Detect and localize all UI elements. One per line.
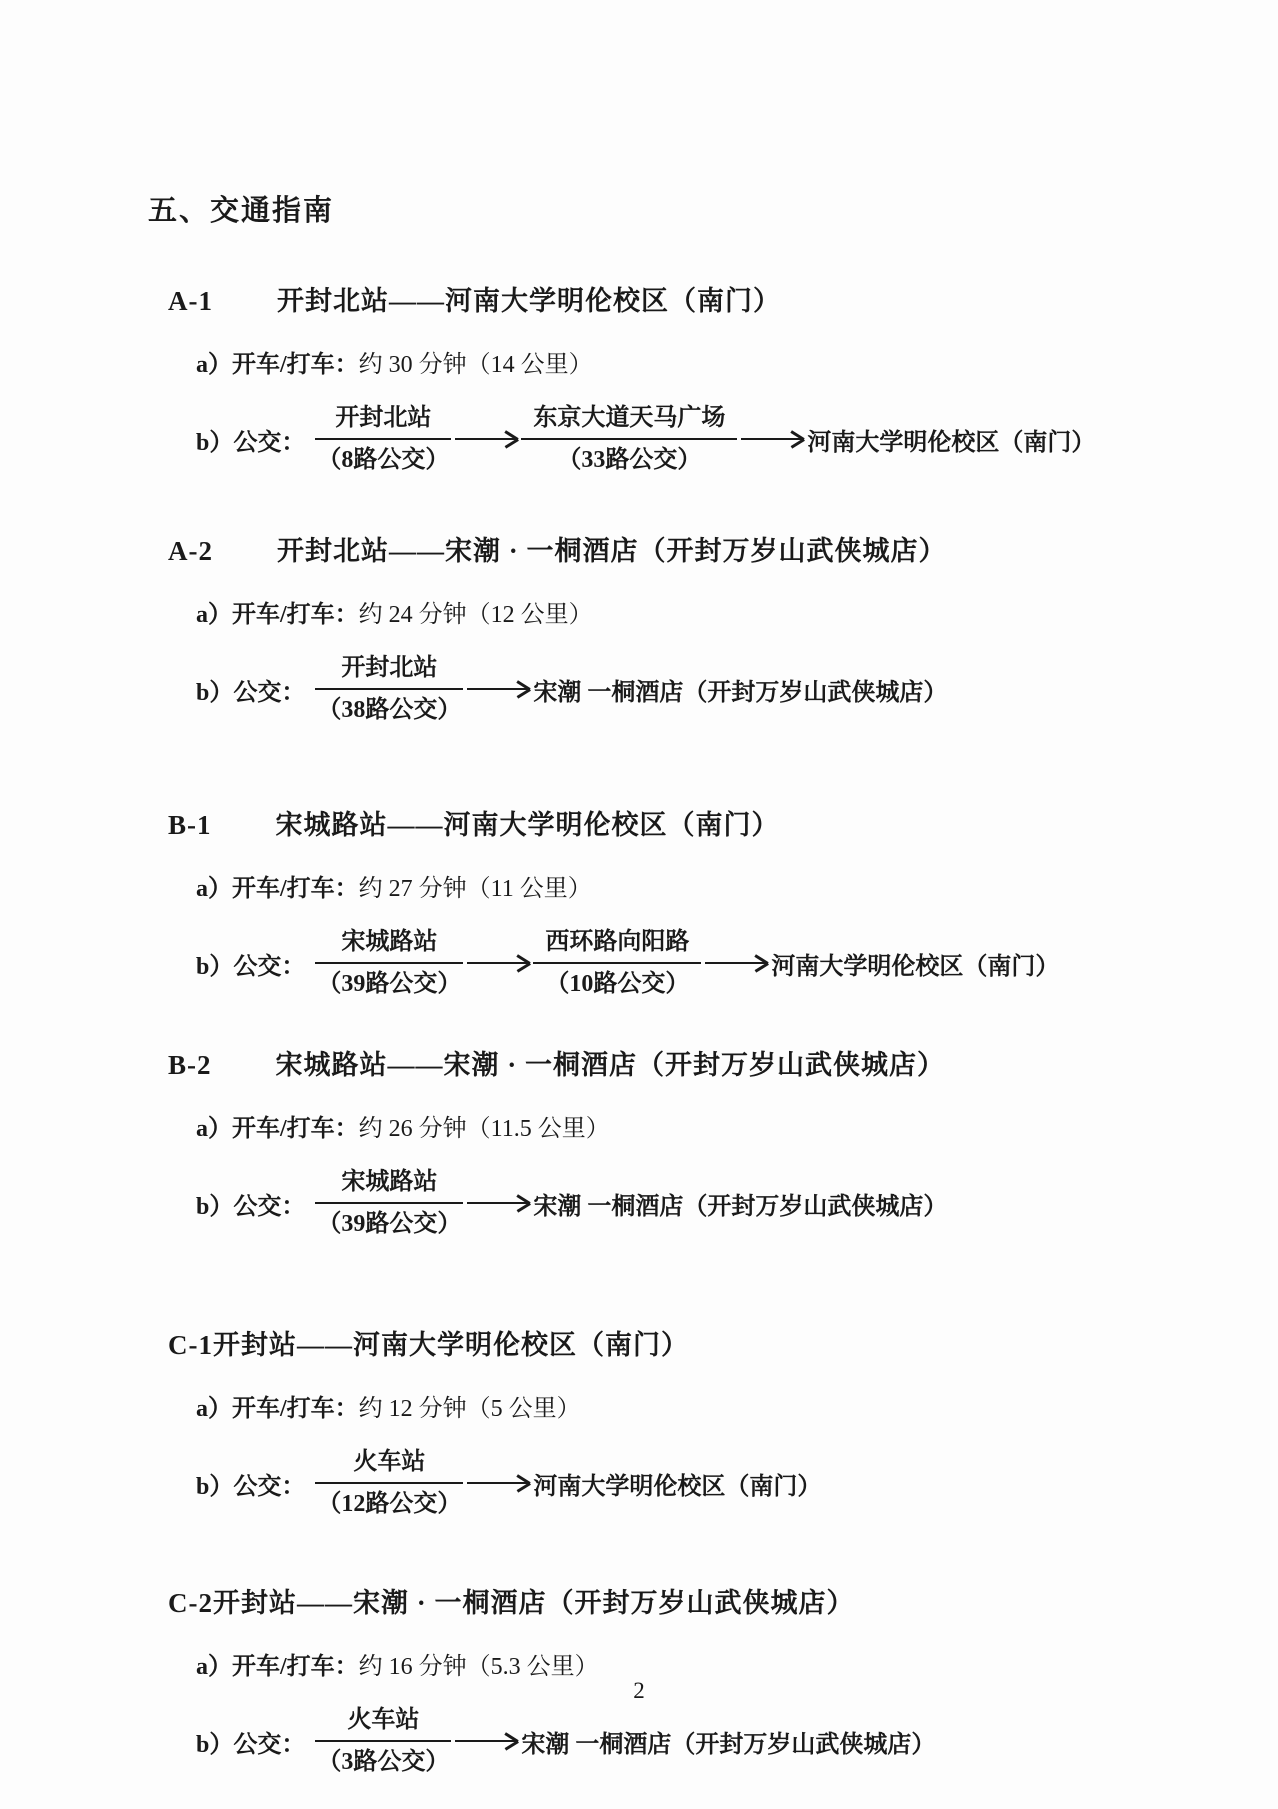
route-bus-line: （10路公交） (545, 971, 690, 997)
drive-label: a）开车/打车： (196, 1116, 359, 1142)
bus-label: b）公交： (196, 1731, 306, 1758)
route-destination: 河南大学明伦校区（南门） (807, 429, 1096, 456)
drive-value: 约 12 分钟（5 公里） (358, 1396, 581, 1422)
section-b1 (168, 803, 1168, 999)
route-bus-line: （39路公交） (317, 971, 462, 997)
section-title: 宋城路站——宋潮 · 一桐酒店（开封万岁山武侠城店） (275, 1050, 946, 1080)
route-leg (315, 653, 463, 725)
right-arrow-icon (467, 688, 529, 691)
drive-label: a）开车/打车： (196, 876, 359, 902)
bus-line (196, 1447, 1168, 1519)
bus-line (196, 1705, 1168, 1777)
bus-line (196, 653, 1168, 725)
drive-line (196, 868, 1168, 903)
route-destination: 宋潮 一桐酒店（开封万岁山武侠城店） (521, 1731, 936, 1758)
section-label: B-1 (168, 810, 212, 840)
drive-value: 约 26 分钟（11.5 公里） (358, 1116, 610, 1142)
section-title: 开封北站——河南大学明伦校区（南门） (277, 286, 781, 316)
section-title: 宋城路站——河南大学明伦校区（南门） (275, 810, 780, 840)
drive-value: 约 24 分钟（12 公里） (358, 602, 593, 628)
right-arrow-icon (467, 1202, 529, 1205)
drive-label: a）开车/打车： (196, 602, 359, 628)
section-label: A-1 (168, 286, 213, 316)
bus-label: b）公交： (196, 1473, 306, 1500)
section-c1 (168, 1323, 1168, 1519)
route-stop: 火车站 (315, 1447, 463, 1484)
right-arrow-icon (705, 962, 767, 965)
route-stop: 火车站 (315, 1705, 451, 1742)
route-leg (315, 403, 451, 475)
bus-label: b）公交： (196, 1193, 306, 1220)
route-stop: 宋城路站 (315, 927, 463, 964)
route-leg (315, 1447, 463, 1519)
section-label: B-2 (168, 1050, 212, 1080)
route-destination: 宋潮 一桐酒店（开封万岁山武侠城店） (533, 1193, 948, 1220)
route-leg (315, 1167, 463, 1239)
section-label: C-2 (168, 1588, 213, 1618)
route-leg (533, 927, 701, 999)
route-stop: 开封北站 (315, 403, 451, 440)
section-heading (168, 279, 1168, 318)
route-bus-line: （3路公交） (317, 1749, 450, 1775)
route-leg (521, 403, 737, 475)
section-label: C-1 (168, 1330, 213, 1360)
bus-label: b）公交： (196, 953, 306, 980)
route-destination: 宋潮 一桐酒店（开封万岁山武侠城店） (533, 679, 948, 706)
right-arrow-icon (467, 1482, 529, 1485)
drive-label: a）开车/打车： (196, 352, 359, 378)
drive-line (196, 594, 1168, 629)
right-arrow-icon (741, 438, 803, 441)
drive-label: a）开车/打车： (196, 1654, 359, 1680)
section-heading (168, 1581, 1168, 1620)
bus-label: b）公交： (196, 679, 306, 706)
drive-label: a）开车/打车： (196, 1396, 359, 1422)
section-heading (168, 803, 1168, 842)
section-heading (168, 1323, 1168, 1362)
section-heading (168, 1043, 1168, 1082)
drive-value: 约 16 分钟（5.3 公里） (358, 1654, 599, 1680)
drive-line (196, 1646, 1168, 1681)
bus-label: b）公交： (196, 429, 306, 456)
drive-line (196, 344, 1168, 379)
right-arrow-icon (467, 962, 529, 965)
section-heading (168, 529, 1168, 568)
drive-value: 约 30 分钟（14 公里） (358, 352, 593, 378)
route-bus-line: （38路公交） (317, 697, 462, 723)
bus-line (196, 403, 1168, 475)
route-bus-line: （33路公交） (557, 447, 702, 473)
route-stop: 西环路向阳路 (533, 927, 701, 964)
page-title: 五、交通指南 (148, 195, 335, 227)
section-label: A-2 (168, 536, 213, 566)
route-destination: 河南大学明伦校区（南门） (771, 953, 1060, 980)
drive-value: 约 27 分钟（11 公里） (358, 876, 592, 902)
right-arrow-icon (455, 438, 517, 441)
route-bus-line: （8路公交） (317, 447, 450, 473)
section-b2 (168, 1043, 1168, 1239)
bus-line (196, 927, 1168, 999)
section-a2 (168, 529, 1168, 725)
section-title: 开封北站——宋潮 · 一桐酒店（开封万岁山武侠城店） (277, 536, 947, 566)
drive-line (196, 1108, 1168, 1143)
right-arrow-icon (455, 1740, 517, 1743)
route-destination: 河南大学明伦校区（南门） (533, 1473, 822, 1500)
section-title: 开封站——河南大学明伦校区（南门） (213, 1330, 689, 1360)
route-bus-line: （39路公交） (317, 1211, 462, 1237)
page-number: 2 (633, 1678, 645, 1703)
route-leg (315, 927, 463, 999)
route-stop: 东京大道天马广场 (521, 403, 737, 440)
section-title: 开封站——宋潮 · 一桐酒店（开封万岁山武侠城店） (213, 1588, 855, 1618)
route-stop: 开封北站 (315, 653, 463, 690)
route-leg (315, 1705, 451, 1777)
drive-line (196, 1388, 1168, 1423)
section-a1 (168, 279, 1168, 475)
route-bus-line: （12路公交） (317, 1491, 462, 1517)
bus-line (196, 1167, 1168, 1239)
route-stop: 宋城路站 (315, 1167, 463, 1204)
